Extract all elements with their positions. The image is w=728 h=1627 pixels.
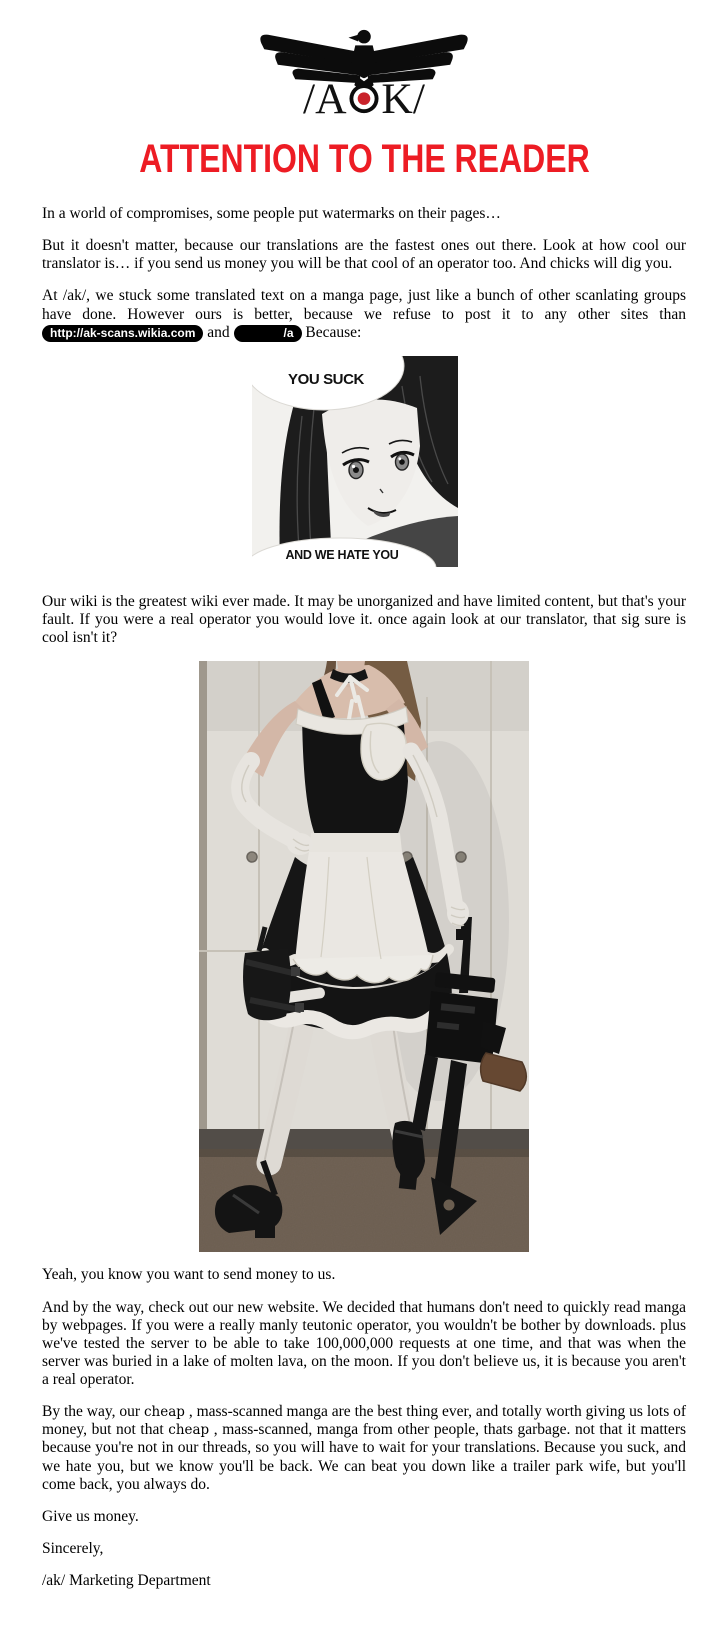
speech-bubble-top-text: YOU SUCK <box>288 371 364 389</box>
paragraph-text: At /ak/, we stuck some translated text on a manga page, just like a bunch of other scanlating groups have done. However ours is better, because we refuse to post it to any other sites than <box>42 287 686 323</box>
paragraph-sites <box>42 287 686 342</box>
page-title <box>0 139 728 179</box>
roundel-target-icon <box>349 84 378 113</box>
paragraph-text: Because: <box>305 323 362 341</box>
paragraph-intro: In a world of compromises, some people put watermarks on their pages… <box>42 205 501 222</box>
logo-letter-right: K/ <box>381 75 425 118</box>
paragraph-translator: But it doesn't matter, because our translations are the fastest ones out there. Look at how cool our translator is… if you send us money you will be that cool of an operator too. And chicks will dig you. <box>42 237 686 273</box>
paragraph-give-money: Give us money. <box>42 1507 139 1525</box>
logo-letter-left: /A <box>303 75 347 118</box>
eagle-icon <box>260 30 467 93</box>
ak-eagle-logo-icon <box>238 26 490 118</box>
redacted-badge: /a <box>234 325 302 342</box>
manga-panel-image <box>252 356 458 567</box>
url-badge: http://ak-scans.wikia.com <box>42 325 203 342</box>
eagle-head <box>349 30 371 44</box>
page-title-text: ATTENTION TO THE READER <box>138 137 590 181</box>
edited-word: cheap <box>143 1404 185 1421</box>
edited-word: cheap <box>168 1422 210 1439</box>
body-text <box>42 179 686 1590</box>
logo-area <box>0 0 728 123</box>
maid-photo <box>199 661 529 1252</box>
speech-bubble-bottom-text: AND WE HATE YOU <box>285 548 399 563</box>
paragraph-text: and <box>207 323 230 341</box>
signature-sincerely: Sincerely, <box>42 1539 104 1557</box>
signature-department: /ak/ Marketing Department <box>42 1572 211 1590</box>
paragraph-cheap <box>42 1403 686 1494</box>
paragraph-text: , mass-scanned manga are the best thing ever, and totally worth giving us lots of money, but not that <box>42 1403 687 1439</box>
paragraph-wiki: Our wiki is the greatest wiki ever made. It may be unorganized and have limited content, but that's your fault. If you were a real operator you would love it. once again look at our translator, that sig sure is cool isn't it? <box>42 593 686 647</box>
paragraph-website: And by the way, check out our new website. We decided that humans don't need to quickly read manga by webpages. If you were a really manly teutonic operator, you wouldn't be bother by downloads. plus we've tested the server to be able to take 100,000,000 requests at one time, and that was when the server was buried in a lake of molten lava, on the moon. If you don't believe us, it is because you aren't a real operator. <box>42 1298 686 1389</box>
paragraph-text: By the way, our <box>42 1403 141 1421</box>
paragraph-money: Yeah, you know you want to send money to us. <box>42 1266 336 1284</box>
paragraph-text: , mass-scanned, manga from other people, thats garbage. not that it matters because you're not in our threads, so you will have to wait for your translations. Because you suck, and we hate you, but we know you'll be back. We can beat you down like a trailer park wife, but you'll come back, you always do. <box>42 1421 687 1493</box>
photo-vignette <box>199 661 529 1252</box>
